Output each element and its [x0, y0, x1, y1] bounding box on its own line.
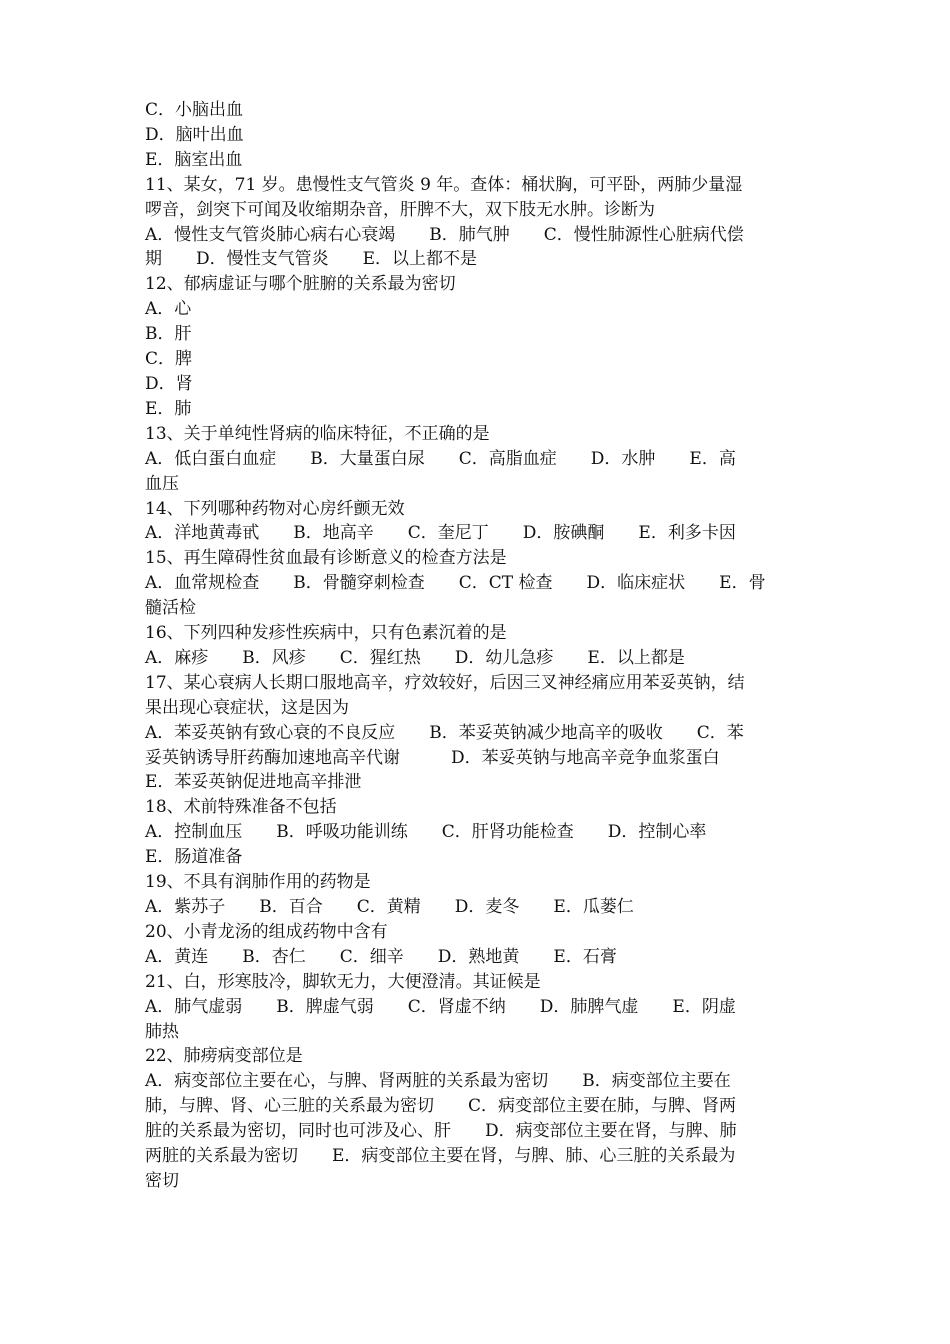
question-11-stem: 11、某女，71 岁。患慢性支气管炎 9 年。查体：桶状胸，可平卧，两肺少量湿: [145, 174, 743, 195]
option-line: D．肾: [145, 373, 193, 394]
text-line: 果出现心衰症状，这是因为: [145, 697, 349, 718]
document-body: [145, 98, 810, 1194]
question-16-stem: 16、下列四种发疹性疾病中，只有色素沉着的是: [145, 623, 507, 644]
option-line: B．肝: [145, 324, 192, 345]
question-12-stem: 12、郁病虚证与哪个脏腑的关系最为密切: [145, 274, 456, 295]
options-line: A．紫苏子 B．百合 C．黄精 D．麦冬 E．瓜蒌仁: [145, 897, 634, 917]
option-line: C．脾: [145, 349, 193, 370]
text-line: 期 D．慢性支气管炎 E．以上都不是: [145, 249, 478, 270]
question-18-stem: 18、术前特殊准备不包括: [145, 797, 337, 818]
question-17-stem: 17、某心衰病人长期口服地高辛，疗效较好，后因三叉神经痛应用苯妥英钠，结: [145, 672, 745, 693]
options-line: A．慢性支气管炎肺心病右心衰竭 B．肺气肿 C．慢性肺源性心脏病代偿: [145, 224, 744, 245]
options-line: E．苯妥英钠促进地高辛排泄: [145, 772, 362, 793]
options-line: A．麻疹 B．风疹 C．猩红热 D．幼儿急疹 E．以上都是: [145, 647, 685, 668]
options-line: A．病变部位主要在心，与脾、肾两脏的关系最为密切 B．病变部位主要在: [145, 1071, 731, 1092]
text-line: 肺热: [145, 1021, 179, 1042]
options-line: 脏的关系最为密切，同时也可涉及心、肝 D．病变部位主要在肾，与脾、肺: [145, 1121, 737, 1142]
options-line: 两脏的关系最为密切 E．病变部位主要在肾，与脾、肺、心三脏的关系最为: [145, 1146, 736, 1167]
options-line: A．低白蛋白血症 B．大量蛋白尿 C．高脂血症 D．水肿 E．高: [145, 448, 736, 469]
text-line: D．脑叶出血: [145, 124, 244, 145]
options-line: A．肺气虚弱 B．脾虚气弱 C．肾虚不纳 D．肺脾气虚 E．阴虚: [145, 996, 736, 1017]
options-line: A．血常规检查 B．骨髓穿刺检查 C．CT 检查 D．临床症状 E．骨: [145, 573, 766, 594]
text-line: 密切: [145, 1170, 179, 1191]
options-line: 妥英钠诱导肝药酶加速地高辛代谢 D．苯妥英钠与地高辛竞争血浆蛋白: [145, 747, 720, 768]
question-21-stem: 21、白，形寒肢冷，脚软无力，大便澄清。其证候是: [145, 971, 541, 992]
text-line: E．脑室出血: [145, 149, 243, 170]
question-15-stem: 15、再生障碍性贫血最有诊断意义的检查方法是: [145, 548, 507, 569]
options-line: A．黄连 B．杏仁 C．细辛 D．熟地黄 E．石膏: [145, 946, 617, 967]
options-line: E．肠道准备: [145, 847, 243, 868]
question-14-stem: 14、下列哪种药物对心房纤颤无效: [145, 498, 405, 519]
question-22-stem: 22、肺痨病变部位是: [145, 1046, 303, 1067]
text-line: 髓活检: [145, 598, 196, 619]
options-line: A．控制血压 B．呼吸功能训练 C．肝肾功能检查 D．控制心率: [145, 822, 707, 843]
option-line: A．心: [145, 299, 192, 320]
options-line: A．苯妥英钠有致心衰的不良反应 B．苯妥英钠减少地高辛的吸收 C．苯: [145, 722, 744, 743]
question-19-stem: 19、不具有润肺作用的药物是: [145, 872, 371, 893]
options-line: 肺，与脾、肾、心三脏的关系最为密切 C．病变部位主要在肺，与脾、肾两: [145, 1096, 737, 1117]
question-20-stem: 20、小青龙汤的组成药物中含有: [145, 921, 388, 942]
question-13-stem: 13、关于单纯性肾病的临床特征，不正确的是: [145, 423, 490, 444]
text-line: C．小脑出血: [145, 100, 244, 120]
options-line: A．洋地黄毒甙 B．地高辛 C．奎尼丁 D．胺碘酮 E．利多卡因: [145, 523, 736, 544]
text-line: 啰音，剑突下可闻及收缩期杂音，肝脾不大，双下肢无水肿。诊断为: [145, 199, 655, 220]
option-line: E．肺: [145, 398, 192, 419]
text-line: 血压: [145, 473, 179, 494]
